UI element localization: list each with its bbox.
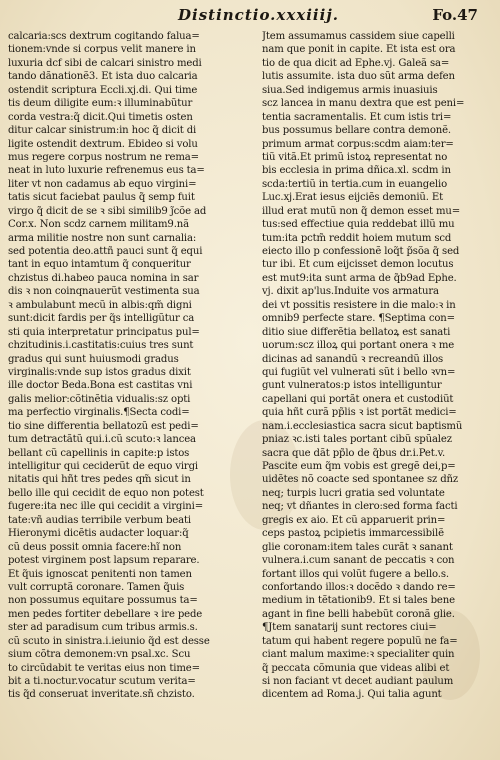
text-line: dicinas ad sanandũ ꝛ recreandũ illos (262, 353, 444, 365)
text-line: pniaz ꝛc.isti tales portant cibũ spũalez (262, 434, 452, 446)
text-line: omnib9 perfecte stare. ¶Septima con= (262, 313, 455, 325)
text-line: ster ad paradisum cum tribus armis.s. (8, 622, 198, 634)
text-line: dicentem ad Roma.j. Qui talia agunt (262, 689, 442, 701)
text-line: dis ꝛ non coinqnauerũt vestimenta sua (8, 286, 200, 298)
text-line: tus:sed effectiue quia reddebat illũ mu (262, 219, 455, 231)
text-line: sed potentia deo.attñ pauci sunt q̃ equi (8, 246, 203, 257)
text-line: neq; vt dñantes in clero:sed forma facti (262, 501, 458, 513)
text-line: tatum qui habent regere populũ ne fa= (262, 635, 458, 647)
text-line: tio de qua dicit ad Ephe.vj. Galeã sa= (262, 57, 450, 69)
text-line: tis deum diligite eum:ꝛ illuminabũtur (8, 98, 193, 110)
text-line: Luc.xj.Erat iesus eijciẽs demoniũ. Et (262, 192, 444, 204)
text-line: primum armat corpus:scdm aiam:ter= (262, 138, 454, 150)
text-line: lutis assumite. ista duo sũt arma defen (262, 71, 455, 83)
text-line: virginalis:vnde sup istos gradus dixit (8, 366, 191, 378)
text-line: sium cõtra demonem:vn psal.xc. Scu (8, 649, 191, 661)
text-line: uidẽtes nõ coacte sed spontanee sz dñz (262, 474, 459, 486)
text-line: Et q̃uis ignoscat penitenti non tamen (8, 568, 192, 580)
text-line: tando dãnationẽ3. Et ista duo calcaria (8, 71, 198, 83)
text-line: illud erat mutũ non q̃ demon esset mu= (262, 205, 461, 217)
text-line: cũ scuto in sinistra.i.ieiunio q̃d est desse (8, 635, 210, 647)
text-line: nam que ponit in capite. Et ista est ora (262, 44, 456, 56)
text-line: sunt:dicit fardis per q̃s intelligũtur ca (8, 313, 195, 325)
text-line: intelligitur qui ceciderũt de equo virgi (8, 461, 198, 472)
text-line: capellani qui portãt onera et custodiũt (262, 393, 454, 405)
text-line: luxuria dcf sibi de calcari sinistro medi (8, 57, 202, 69)
text-line: Pascite eum q̃m vobis est gregẽ dei,p= (262, 461, 456, 472)
text-line: qui fugiũt vel vulnerati sũt i bello ꝛvn= (262, 366, 456, 378)
text-line: ma perfectio virginalis.¶Secta codi= (8, 407, 190, 419)
text-line: liter vt non cadamus ab equo virgini= (8, 178, 197, 190)
text-line: scda:tertiũ in tertia.cum in euangelio (262, 178, 447, 190)
text-line: bis ecclesia in prima dñica.xl. scdm in (262, 165, 451, 177)
text-line: fugere:ita nec ille qui cecidit a virgini= (8, 501, 204, 513)
text-line: gunt vulneratos:p istos intelliguntur (262, 380, 442, 392)
text-line: tatis sicut faciebat paulus q̃ semp fuit (8, 192, 195, 204)
text-line: galis melior:cõtinẽtia vidualis:sz opti (8, 393, 191, 405)
text-line: Hieronymi dicẽtis audacter loquar:q̃ (8, 528, 189, 540)
text-line: bello ille qui cecidit de equo non potest (8, 487, 204, 499)
text-line: est mut9:ita sunt arma de q̃b9ad Ephe. (262, 272, 457, 284)
text-line: Cor.x. Non scdz carnem militam9.nã (8, 219, 189, 231)
text-line: tiũ vitã.Et primũ istoꝝ representat no (262, 151, 448, 163)
text-line: uorum:scz illoꝝ qui portant onera ꝛ me (262, 340, 455, 352)
text-line: vj. dixit ap'lus.Induite vos armatura (262, 286, 439, 298)
text-line: nitatis qui hñt tres pedes qm̃ sicut in (8, 474, 191, 486)
text-line: vult corruptã coronare. Tamen q̃uis (8, 581, 185, 593)
text-line: tum detractãtũ qui.i.cũ scuto:ꝛ lancea (8, 434, 196, 446)
text-line: gradus qui sunt huiusmodi gradus (8, 353, 179, 365)
text-line: tentia sacramentalis. Et cum istis tri= (262, 111, 452, 123)
text-line: sti quia interpretatur principatus pul= (8, 326, 200, 338)
text-line: tur ibi. Et cum eijcisset demon locutus (262, 259, 454, 271)
text-line: virgo q̃ dicit de se ꝛ sibi similib9 j̃cõe ad (8, 205, 207, 217)
text-line: chzitudinis.i.castitatis:cuius tres sunt (8, 340, 194, 352)
running-head (0, 6, 500, 30)
text-line: nam.i.ecclesiastica sacra sicut baptismũ (262, 420, 463, 432)
text-line: cũ deus possit omnia facere:hĩ non (8, 541, 182, 553)
text-line: medium in tẽtationib9. Et si tales bene (262, 595, 455, 607)
text-line: bellant cũ capellinis in capite:p istos (8, 447, 190, 459)
text-line: dei vt possitis resistere in die malo:ꝛ in (262, 299, 456, 311)
text-line: ille doctor Beda.Bona est castitas vni (8, 380, 193, 392)
text-line: corda vestra:q̃ dicit.Qui timetis osten (8, 111, 193, 123)
right-text-column (262, 30, 480, 702)
text-line: tant in equo intamtum q̃ conqueritur (8, 259, 191, 271)
text-line: scz lancea in manu dextra que est peni= (262, 98, 465, 110)
text-line: bit a ti.noctur.vocatur scutum verita= (8, 676, 196, 687)
text-line: calcaria:scs dextrum cogitando falua= (8, 31, 200, 42)
text-line: tum:ita pctm̃ reddit hoiem mutum scd (262, 232, 452, 244)
text-line: q̃ peccata cõmunia que videas alibi et (262, 662, 450, 674)
text-line: fortant illos qui volũt fugere a bello.s. (262, 568, 449, 580)
text-line: confortando illos:ꝛ docẽdo ꝛ dando re= (262, 581, 456, 593)
text-line: ꝛ ambulabunt mecũ in albis:qm̃ digni (8, 299, 192, 311)
folio-number: Fo.47 (432, 6, 478, 24)
text-line: sacra que dãt pp̃lo de q̃bus dr.i.Pet.v. (262, 447, 446, 459)
text-line: Jtem assumamus cassidem siue capelli (262, 31, 455, 42)
text-line: ligite ostendit dextrum. Ebideo si volu (8, 138, 198, 150)
text-line: tionem:vnde si corpus velit manere in (8, 44, 196, 56)
text-line: to circũdabit te veritas eius non time= (8, 662, 200, 674)
text-line: ditur calcar sinistrum:in hoc q̃ dicit di (8, 125, 197, 137)
text-line: ostendit scriptura Eccli.xj.di. Qui time (8, 84, 198, 96)
text-line: chzistus di.habeo pauca nomina in sar (8, 272, 199, 284)
text-line: glie coronam:item tales curãt ꝛ sanant (262, 541, 453, 553)
text-line: non possumus equitare possumus ta= (8, 595, 198, 607)
text-line: mus regere corpus nostrum ne rema= (8, 151, 199, 163)
text-line: neq; turpis lucri gratia sed voluntate (262, 487, 445, 499)
text-line: ciant malum maxime:ꝛ specialiter quin (262, 649, 455, 661)
text-line: arma militie nostre non sunt carnalia: (8, 232, 197, 244)
text-line: tate:vñ audias terribile verbum beati (8, 514, 191, 526)
running-head-title: Distinctio.xxxiiij. (178, 6, 339, 24)
text-line: bus possumus bellare contra demonẽ. (262, 125, 451, 137)
text-line: vulnera.i.cum sanant de peccatis ꝛ con (262, 555, 455, 567)
text-line: potest virginem post lapsum reparare. (8, 555, 200, 567)
text-line: ditio siue differẽtia bellatoꝝ est sanati (262, 326, 451, 338)
text-line: neat in luto luxurie refrenemus eus ta= (8, 165, 205, 177)
text-line: gregis ex aio. Et cũ apparuerit prin= (262, 514, 446, 526)
text-line: tio sine differentia bellatozũ est pedi= (8, 420, 199, 432)
text-line: eiecto illo p confessionẽ loq̃t p̃sõa q̃ sed (262, 246, 460, 257)
text-line: si non faciant vt decet audiant paulum (262, 676, 454, 687)
text-line: ceps pastoꝝ pcipietis immarcessibilẽ (262, 528, 444, 540)
left-text-column (8, 30, 226, 702)
text-line: quia hñt curã pp̃lis ꝛ ist portãt medici= (262, 407, 457, 419)
text-line: tis q̃d conseruat inveritate.sñ chzisto. (8, 689, 195, 701)
text-line: siua.Sed indigemus armis inuasiuis (262, 84, 438, 96)
text-line: men pedes fortiter debellare ꝛ ire pede (8, 608, 203, 620)
text-line: agant in fine belli habebũt coronã glie. (262, 608, 455, 620)
text-line: ¶Jtem sanatarij sunt rectores ciui= (262, 622, 437, 634)
